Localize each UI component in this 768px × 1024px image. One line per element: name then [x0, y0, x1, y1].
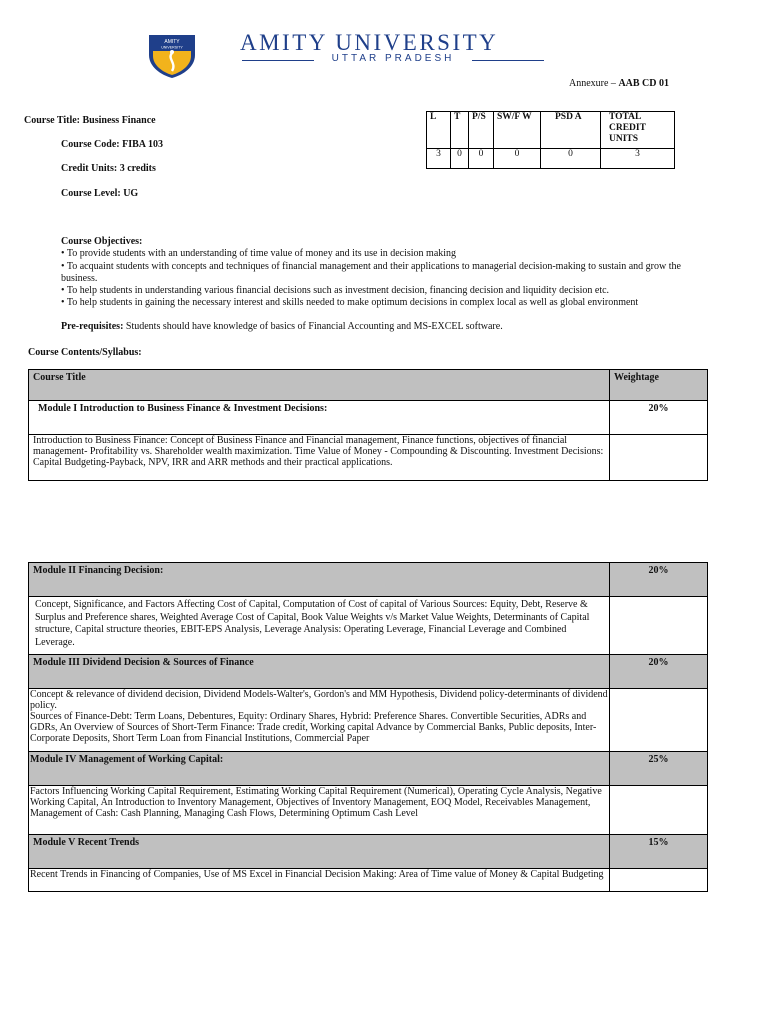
module-title: Module III Dividend Decision & Sources of Finance — [29, 655, 610, 689]
syllabus-header-row — [29, 370, 708, 401]
credit-header-cell: PSD A — [541, 112, 601, 149]
syllabus-table-2 — [28, 562, 708, 892]
module-title: Module IV Management of Working Capital: — [29, 752, 610, 786]
annexure-code: AAB CD 01 — [618, 78, 669, 89]
banner-rule-right — [472, 60, 544, 61]
annexure-prefix: Annexure – — [569, 78, 619, 89]
credit-header-cell: SW/F W — [494, 112, 541, 149]
prerequisites — [61, 321, 503, 332]
course-level: Course Level: UG — [61, 188, 139, 199]
contents-title: Course Contents/Syllabus: — [28, 347, 142, 358]
module-content: Concept, Significance, and Factors Affecting Cost of Capital, Computation of Cost of capital of Various Sources: Equity, Debt, Reserve & Surplus and Preference shares, Weighted Average Cost of Capital, Book Value Weights v/s Market Value Weights, Determinants of Capital structure, Capital structure theories, EBIT-EPS Analysis, Leverage Analysis: Operating Leverage, Financial Leverage and Combined Leverage. — [29, 597, 610, 655]
prerequisites-text: Students should have knowledge of basics of Financial Accounting and MS-EXCEL software. — [123, 321, 503, 332]
objective-item: • To help students in understanding various financial decisions such as investment decision, financing decision and liquidity decision etc. — [61, 285, 610, 297]
university-name: AMITY UNIVERSITY — [240, 30, 499, 55]
syllabus-table-1 — [28, 369, 708, 481]
module-weight: 20% — [610, 655, 708, 689]
col-weightage: Weightage — [610, 370, 708, 401]
course-code: Course Code: FIBA 103 — [61, 139, 163, 150]
module-title-row — [29, 835, 708, 869]
module-weight-empty — [610, 597, 708, 655]
credit-units: Credit Units: 3 credits — [61, 163, 156, 174]
module-title-row — [29, 401, 708, 435]
campus-name: UTTAR PRADESH — [331, 53, 455, 64]
credit-header-cell: P/S — [469, 112, 494, 149]
credit-header-cell: L — [427, 112, 451, 149]
credit-header-cell: T — [451, 112, 469, 149]
module-content: Introduction to Business Finance: Concept of Business Finance and Financial management, Finance functions, objectives of financial management- Profitability vs. Shareholder wealth maximization. Time Value of Money - Compounding & Discounting. Investment Decisions: Capital Budgeting-Payback, NPV, IRR and ARR methods and their practical applications. — [29, 435, 610, 481]
credit-value-cell: 0 — [451, 149, 469, 169]
col-course-title: Course Title — [29, 370, 610, 401]
credit-value-cell: 3 — [601, 149, 675, 169]
module-content: Factors Influencing Working Capital Requirement, Estimating Working Capital Requirement (Numerical), Operating Cycle Analysis, Negative Working Capital, An Introduction to Inventory Management, Objectives of Inventory Management, EOQ Model, Receivables Management, Management of Cash: Cash Planning, Managing Cash Flows, Determining Optimum Cash Level — [29, 786, 610, 835]
credit-value-cell: 0 — [469, 149, 494, 169]
module-title-row — [29, 752, 708, 786]
credit-header-cell: TOTAL CREDIT UNITS — [601, 112, 675, 149]
objective-item: • To help students in gaining the necessary interest and skills needed to make optimum decisions in complex local as well as global environment — [61, 297, 639, 309]
module-weight: 25% — [610, 752, 708, 786]
module-weight-empty — [610, 869, 708, 892]
credit-value-row — [427, 149, 675, 169]
module-title: Module V Recent Trends — [29, 835, 610, 869]
module-content-row — [29, 597, 708, 655]
credit-structure-table — [426, 111, 675, 169]
credit-header-row — [427, 112, 675, 149]
objective-item: • To acquaint students with concepts and techniques of financial management and their applications to managerial decision-making to sustain and grow the business. — [61, 260, 681, 284]
module-weight: 15% — [610, 835, 708, 869]
module-content-row — [29, 689, 708, 752]
svg-text:AMITY: AMITY — [164, 39, 180, 45]
objectives-title: Course Objectives: — [61, 236, 143, 247]
module-content-row — [29, 869, 708, 892]
annexure-label — [569, 78, 669, 89]
module-title: Module II Financing Decision: — [29, 563, 610, 597]
svg-text:UNIVERSITY: UNIVERSITY — [161, 45, 183, 50]
credit-value-cell: 0 — [494, 149, 541, 169]
objective-item: • To provide students with an understanding of time value of money and its use in decision making — [61, 248, 457, 260]
credit-value-cell: 0 — [541, 149, 601, 169]
course-objectives — [61, 236, 711, 310]
module-title-row — [29, 655, 708, 689]
course-title: Course Title: Business Finance — [24, 115, 156, 126]
module-content: Concept & relevance of dividend decision, Dividend Models-Walter's, Gordon's and MM Hypothesis, Dividend policy-determinants of dividend policy. Sources of Finance-Debt: Term Loans, Debentures, Equity: Ordinary Shares, Hybrid: Preference Shares. Convertible Securities, ADRs and GDRs, An Overview of Sources of Short-Term Finance: Trade credit, Working capital Advance by Commercial Banks, Public deposits, Inter-Corporate Deposits, Short Term Loan from Financial Institutions, Commercial Paper — [29, 689, 610, 752]
module-content-row — [29, 435, 708, 481]
module-content-row — [29, 786, 708, 835]
module-weight-empty — [610, 689, 708, 752]
module-weight-empty — [610, 786, 708, 835]
prerequisites-label: Pre-requisites: — [61, 321, 124, 332]
module-weight: 20% — [610, 401, 708, 435]
amity-logo-crest — [147, 33, 197, 79]
module-weight: 20% — [610, 563, 708, 597]
module-content: Recent Trends in Financing of Companies, Use of MS Excel in Financial Decision Making: Area of Time value of Money & Capital Budgeting — [29, 869, 610, 892]
module-weight-empty — [610, 435, 708, 481]
module-title-row — [29, 563, 708, 597]
credit-value-cell: 3 — [427, 149, 451, 169]
campus-banner — [242, 55, 544, 67]
module-title: Module I Introduction to Business Finance & Investment Decisions: — [29, 401, 610, 435]
